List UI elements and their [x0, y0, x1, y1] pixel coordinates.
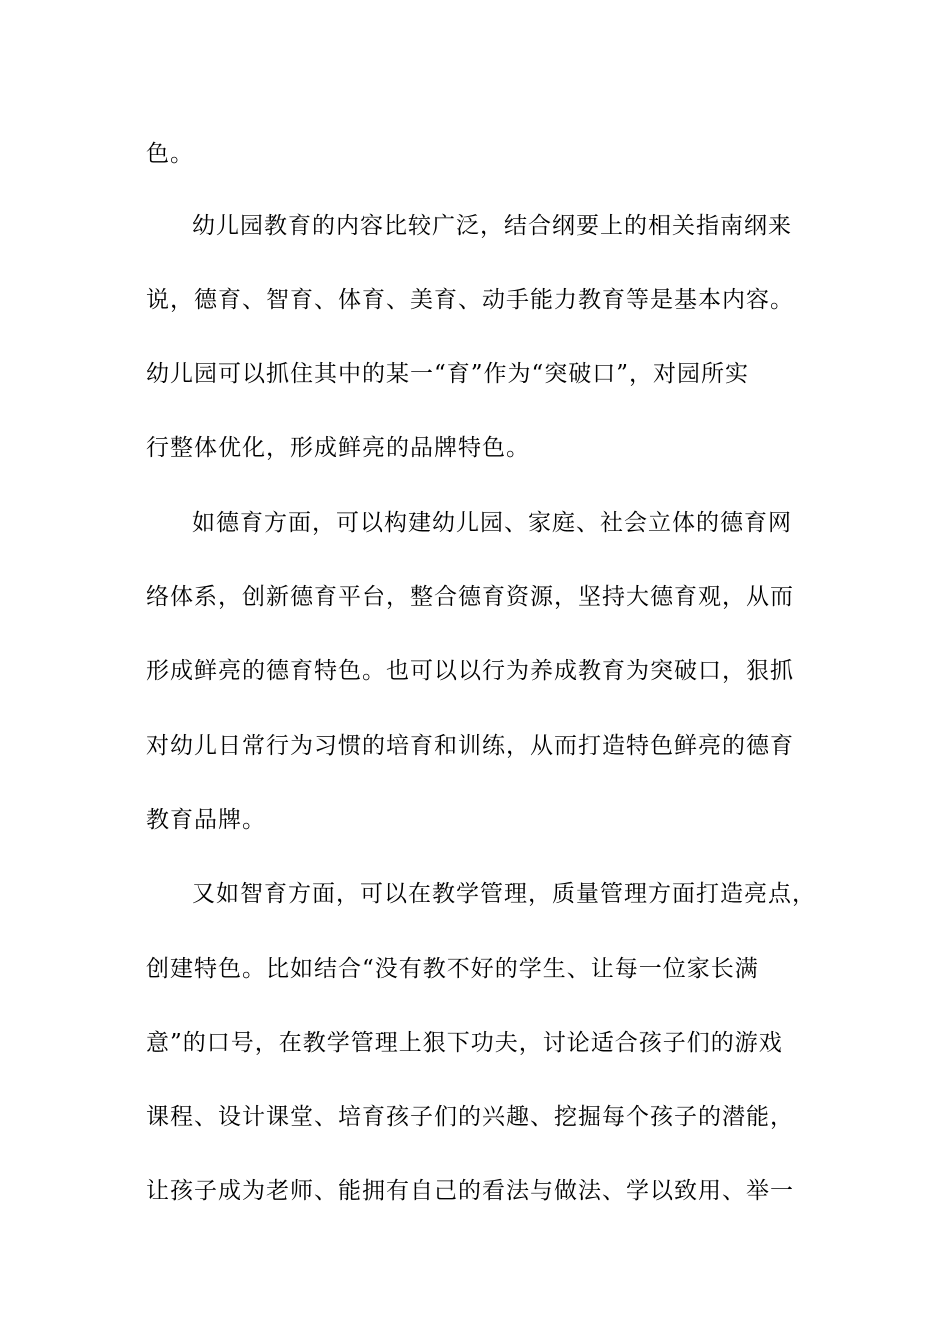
paragraph-3-line-4: 课程、设计课堂、培育孩子们的兴趣、挖掘每个孩子的潜能，	[146, 1104, 794, 1130]
paragraph-2-line-2: 络体系，创新德育平台，整合德育资源，坚持大德育观，从而	[146, 584, 794, 610]
paragraph-2-line-5: 教育品牌。	[146, 807, 266, 833]
paragraph-3-line-5: 让孩子成为老师、能拥有自己的看法与做法、学以致用、举一	[146, 1178, 794, 1204]
paragraph-3-line-3: 意”的口号，在教学管理上狠下功夫，讨论适合孩子们的游戏	[146, 1030, 783, 1056]
paragraph-2-line-3: 形成鲜亮的德育特色。也可以以行为养成教育为突破口，狠抓	[146, 658, 794, 684]
paragraph-1-line-3: 幼儿园可以抓住其中的某一“育”作为“突破口”，对园所实	[146, 361, 750, 387]
text-line-1: 色。	[146, 141, 194, 167]
paragraph-1-line-4: 行整体优化，形成鲜亮的品牌特色。	[146, 435, 530, 461]
paragraph-2-line-1: 如德育方面，可以构建幼儿园、家庭、社会立体的德育网	[192, 510, 792, 536]
paragraph-3-line-2: 创建特色。比如结合“没有教不好的学生、让每一位家长满	[146, 956, 759, 982]
paragraph-1-line-1: 幼儿园教育的内容比较广泛，结合纲要上的相关指南纲来	[192, 213, 792, 239]
paragraph-3-line-1: 又如智育方面，可以在教学管理，质量管理方面打造亮点，	[192, 881, 816, 907]
paragraph-1-line-2: 说，德育、智育、体育、美育、动手能力教育等是基本内容。	[146, 287, 794, 313]
paragraph-2-line-4: 对幼儿日常行为习惯的培育和训练，从而打造特色鲜亮的德育	[146, 733, 794, 759]
